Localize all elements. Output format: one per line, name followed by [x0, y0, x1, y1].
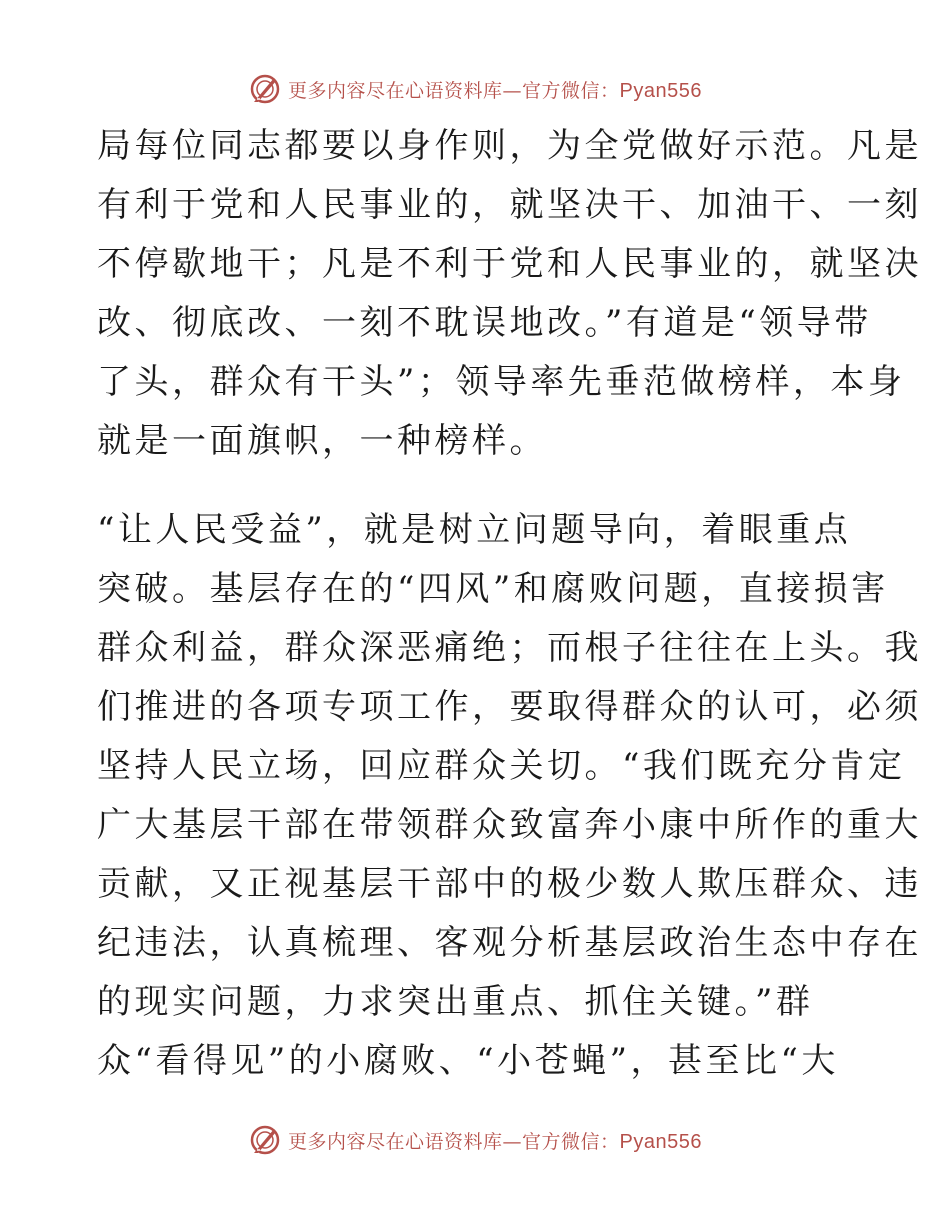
text-line: 就是一面旗帜，一种榜样。: [97, 421, 547, 461]
text-line: 有利于党和人民事业的，就坚决干、加油干、一刻: [97, 185, 922, 225]
text-line: 纪违法，认真梳理、客观分析基层政治生态中存在: [97, 923, 922, 963]
text-line: 坚持人民立场，回应群众关切。“我们既充分肯定: [97, 746, 906, 786]
text-line: 们推进的各项专项工作，要取得群众的认可，必须: [97, 687, 922, 727]
quill-logo-icon: [248, 1123, 282, 1157]
text-line: 群众利益，群众深恶痛绝；而根子往往在上头。我: [97, 628, 922, 668]
paragraph-1: [97, 117, 922, 471]
text-line: 贡献，又正视基层干部中的极少数人欺压群众、违: [97, 864, 922, 904]
watermark-wechat-id: Pyan556: [619, 1130, 702, 1153]
watermark-text: 更多内容尽在心语资料库—官方微信：Pyan556: [288, 79, 702, 102]
text-line: “让人民受益”，就是树立问题导向，着眼重点: [97, 510, 852, 550]
watermark-text: 更多内容尽在心语资料库—官方微信：Pyan556: [288, 1130, 702, 1153]
text-line: 不停歇地干；凡是不利于党和人民事业的，就坚决: [97, 244, 922, 284]
text-line: 了头，群众有干头”；领导率先垂范做榜样，本身: [97, 362, 906, 402]
paragraph-spacer: [97, 471, 857, 501]
text-line: 局每位同志都要以身作则，为全党做好示范。凡是: [97, 126, 922, 166]
text-line: 的现实问题，力求突出重点、抓住关键。”群: [97, 982, 814, 1022]
quill-logo-icon: [248, 72, 282, 106]
text-line: 众“看得见”的小腐败、“小苍蝇”，甚至比“大: [97, 1041, 839, 1081]
text-line: 突破。基层存在的“四风”和腐败问题，直接损害: [97, 569, 889, 609]
footer-watermark: [0, 1123, 950, 1157]
header-watermark: [0, 72, 950, 106]
paragraph-2: [97, 501, 922, 1091]
document-body: [97, 117, 922, 1091]
watermark-wechat-id: Pyan556: [619, 79, 702, 102]
text-line: 广大基层干部在带领群众致富奔小康中所作的重大: [97, 805, 922, 845]
text-line: 改、彻底改、一刻不耽误地改。”有道是“领导带: [97, 303, 872, 343]
